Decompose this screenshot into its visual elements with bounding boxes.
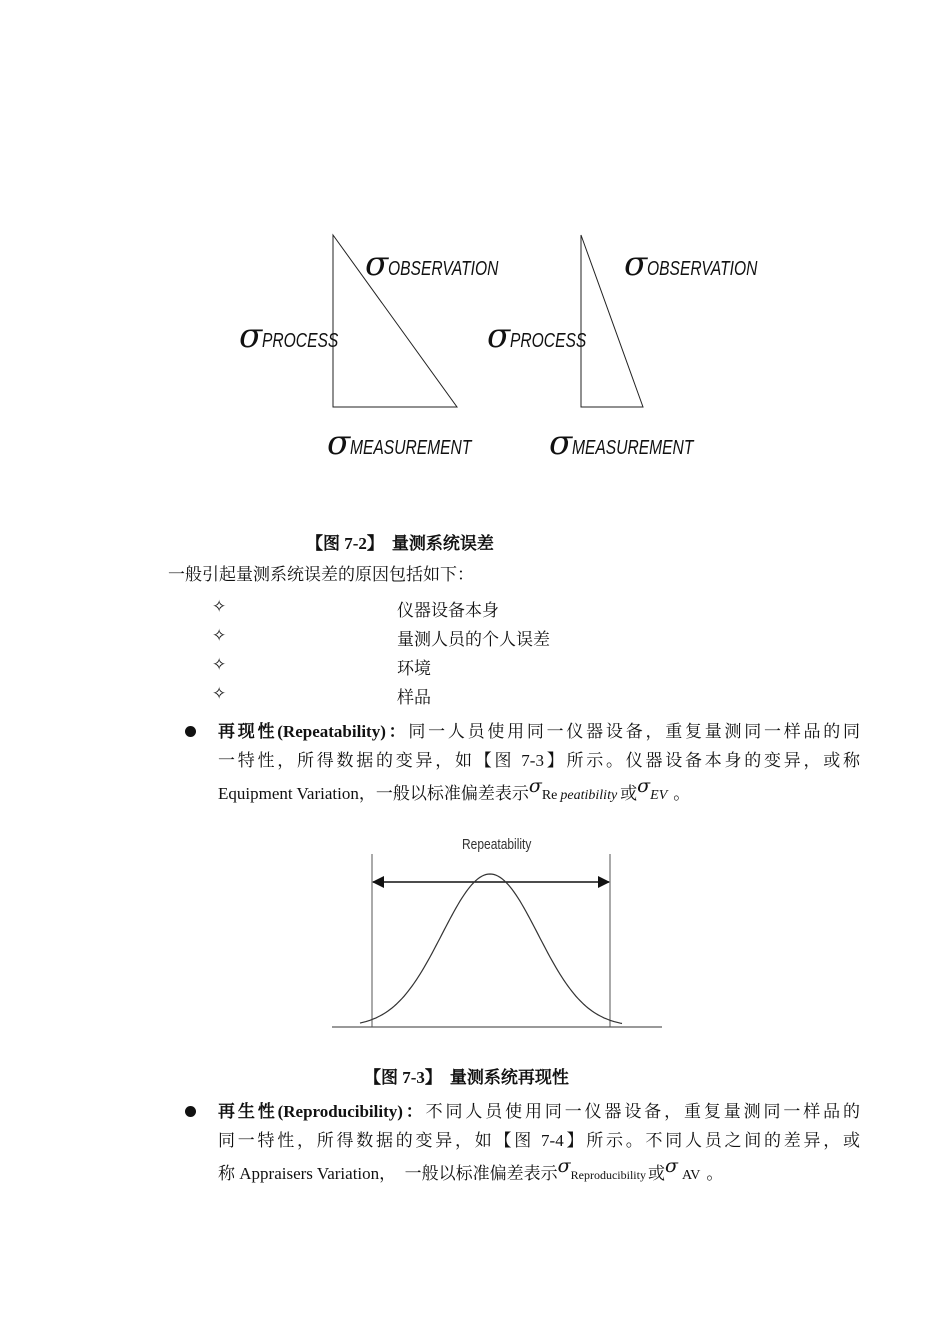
subscript-measurement: MEASUREMENT [572,437,694,459]
sigma-symbol: σ [239,316,263,356]
sigma-symbol: σ [327,423,351,463]
star-outline-icon: ✧ [212,655,227,675]
term-reproducibility: 再生性(Reproducibility)： [218,1102,426,1121]
list-item [212,626,226,646]
repeatability-paragraph [218,717,860,810]
star-outline-icon: ✧ [212,597,227,617]
left-measurement-label [327,423,506,463]
caption-tag: 【图 7-3】 [364,1068,442,1087]
star-outline-icon: ✧ [212,684,227,704]
subscript-process: PROCESS [510,330,587,352]
sigma-symbol: σ [557,1155,571,1177]
subscript-reproducibility: Reproducibility [570,1168,646,1182]
sigma-symbol: σ [549,423,573,463]
bullet-dot-icon [185,1106,196,1117]
paragraph-line [218,1155,860,1190]
period-text: 。 [673,784,691,803]
list-item [212,684,226,704]
repeatability-label-text: Repeatability [462,836,532,853]
subscript-observation: OBSERVATION [647,258,758,280]
star-outline-icon: ✧ [212,626,227,646]
term-repeatability: 再现性(Repeatability)： [218,722,409,741]
bullet-dot-icon [185,726,196,737]
list-item-text: 样品 [397,688,431,707]
list-item-text: 仪器设备本身 [397,601,499,620]
caption-tag: 【图 7-2】 [306,534,384,553]
paragraph-line: 同一特性，所得数据的变异，如【图 7-4】所示。不同人员之间的差异，或 [218,1131,860,1150]
sigma-symbol: σ [637,775,651,797]
sigma-symbol: σ [365,244,389,284]
list-item-text: 量测人员的个人误差 [397,630,550,649]
subscript-observation: OBSERVATION [388,258,499,280]
repeatability-label [462,836,549,854]
line-text: 不同人员使用同一仪器设备，重复量测同一样品的 [425,1102,860,1121]
figure-7-3-caption [364,1063,569,1088]
list-item [212,655,226,675]
subscript-re: Re [541,788,558,803]
reproducibility-paragraph [218,1097,860,1190]
caption-title: 量测系统再现性 [449,1068,569,1087]
subscript-ev: EV [650,788,668,803]
subscript-peatibility: peatibility [560,788,618,803]
subscript-measurement: MEASUREMENT [350,437,472,459]
period-text: 。 [706,1164,724,1183]
intro-text: 一般引起量测系统误差的原因包括如下： [168,565,474,584]
list-item [212,597,226,617]
line-text: 同一人员使用同一仪器设备，重复量测同一样品的同 [408,722,861,741]
sigma-symbol: σ [487,316,511,356]
left-observation-label [365,244,530,284]
paragraph-line: 一特性，所得数据的变异，如【图 7-3】所示。仪器设备本身的变异，或称 [218,751,860,770]
line-text: 称 Appraisers Variation， 一般以标准偏差表示 [218,1164,558,1183]
paragraph-line [218,717,860,746]
line-text: Equipment Variation，一般以标准偏差表示 [218,784,529,803]
or-text: 或 [647,1164,665,1183]
right-process-label [487,316,608,356]
sigma-symbol: σ [624,244,648,284]
sigma-symbol: σ [528,775,542,797]
figure-7-2-caption [306,529,494,554]
right-measurement-label [549,423,728,463]
right-observation-label [624,244,789,284]
or-text: 或 [620,784,638,803]
paragraph-line [218,1097,860,1126]
list-item-text: 环境 [397,659,431,678]
bell-curve [360,874,622,1024]
caption-title: 量测系统误差 [391,534,494,553]
left-process-label [239,316,360,356]
subscript-process: PROCESS [262,330,339,352]
paragraph-line [218,775,860,810]
sigma-symbol: σ [664,1155,678,1177]
subscript-av: AV [681,1168,701,1183]
